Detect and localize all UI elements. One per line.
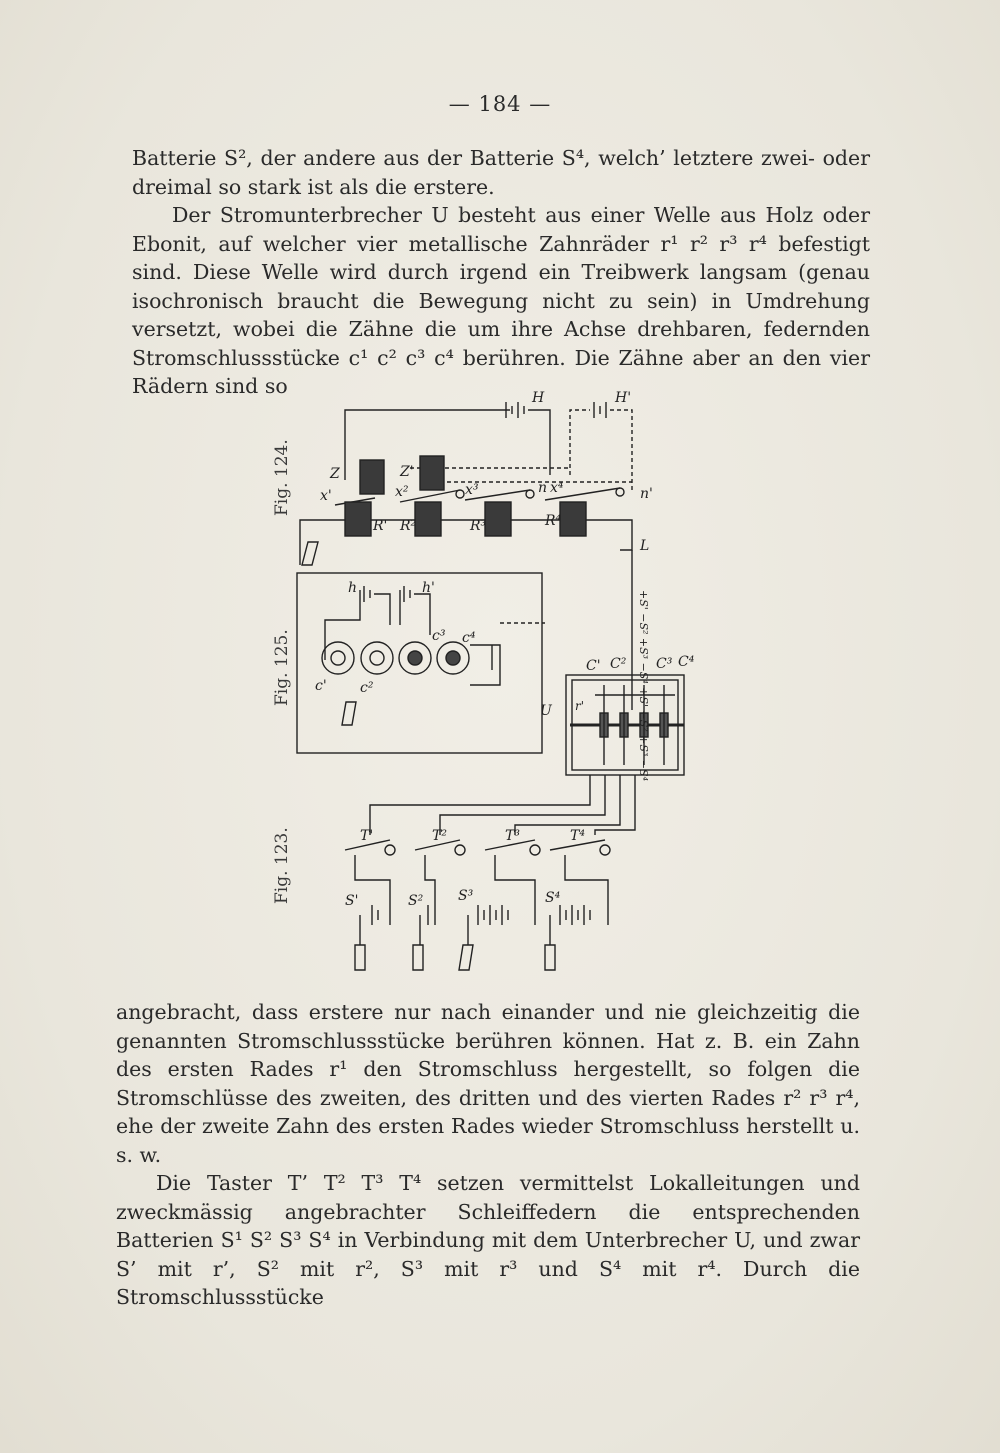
top-text-block [132, 144, 870, 401]
label-c2: c² [360, 680, 374, 696]
label-t2: T² [432, 828, 447, 844]
interrupter-u [566, 675, 684, 775]
page-number: — 184 — [448, 92, 552, 116]
figure-label-123: Fig. 123. [272, 827, 292, 904]
paragraph: Batterie S², der andere aus der Batterie S⁴, welch’ letztere zwei- oder dreimal so stark ist als die erstere. [132, 146, 870, 199]
label-n: n [538, 480, 548, 496]
label-s1: S' [345, 893, 359, 909]
telegraph-circuit-diagram [260, 380, 700, 980]
label-r1: R' [373, 518, 388, 534]
fig-123-circuit [345, 775, 635, 970]
label-battery-stack: +S' −S² +S³ −S⁴ +S' −S² +S³ −S⁴ [637, 590, 650, 782]
figure-label-125: Fig. 125. [272, 629, 292, 706]
label-u: U [540, 703, 552, 719]
label-z: Z [330, 466, 340, 482]
label-cap-c4: C⁴ [678, 654, 695, 670]
label-h-small: h [348, 580, 358, 596]
label-h1-small: h' [422, 580, 435, 596]
label-c4: c⁴ [462, 630, 476, 646]
label-r3: R³ [470, 518, 487, 534]
label-cap-c3: C³ [656, 656, 673, 672]
label-t4: T⁴ [570, 828, 585, 844]
label-x3: x³ [465, 482, 479, 498]
paragraph: Der Stromunterbrecher U besteht aus einer Welle aus Holz oder Ebonit, auf welcher vier metallische Zahnräder r¹ r² r³ r⁴ befestigt sind. Diese Welle wird durch irgend ein Treibwerk langsam (genau isochronisch braucht die Bewegung nicht zu sein) in Umdrehung versetzt, wobei die Zähne die um ihre Achse drehbaren, federnden Stromschlussstücke c¹ c² c³ c⁴ berühren. Die Zähne aber an den vier Rädern sind so [132, 203, 870, 398]
label-x2: x² [395, 484, 409, 500]
label-h: H [532, 390, 545, 406]
label-h1: H' [615, 390, 632, 406]
label-r2: R² [400, 518, 417, 534]
label-l: L [640, 538, 650, 554]
fig-125-circuit [297, 573, 545, 753]
label-cap-c2: C² [610, 656, 627, 672]
label-r1-small: r' [575, 699, 585, 713]
figure-label-124: Fig. 124. [272, 439, 292, 516]
label-n1: n' [640, 486, 653, 502]
label-x4: x⁴ [550, 480, 564, 496]
label-s3: S³ [458, 888, 474, 904]
label-r4: R⁴ [545, 513, 562, 529]
bottom-text-block [116, 998, 860, 1312]
label-t1: T' [360, 828, 374, 844]
label-s2: S² [408, 893, 424, 909]
label-z1: Z' [400, 464, 414, 480]
label-s4: S⁴ [545, 890, 561, 906]
label-cap-c1: C' [586, 658, 601, 674]
paragraph: Die Taster T’ T² T³ T⁴ setzen vermittelst Lokalleitungen und zweckmässig angebrachter Schleiffedern die entsprechenden Batterien S¹ S² S³ S⁴ in Verbindung mit dem Unterbrecher U, und zwar S’ mit r’, S² mit r², S³ mit r³ und S⁴ mit r⁴. Durch die Stromschlussstücke [116, 1171, 860, 1309]
paragraph: angebracht, dass erstere nur nach einander und nie gleichzeitig die genannten Stromschlussstücke berühren können. Hat z. B. ein Zahn des ersten Rades r¹ den Stromschluss hergestellt, so folgen die Stromschlüsse des zweiten, des dritten und des vierten Rades r² r³ r⁴, ehe der zweite Zahn des ersten Rades wieder Stromschluss herstellt u. s. w. [116, 1000, 860, 1167]
label-t3: T³ [505, 828, 520, 844]
label-x1: x' [320, 488, 332, 504]
label-c3: c³ [432, 628, 446, 644]
label-c1: c' [315, 678, 327, 694]
